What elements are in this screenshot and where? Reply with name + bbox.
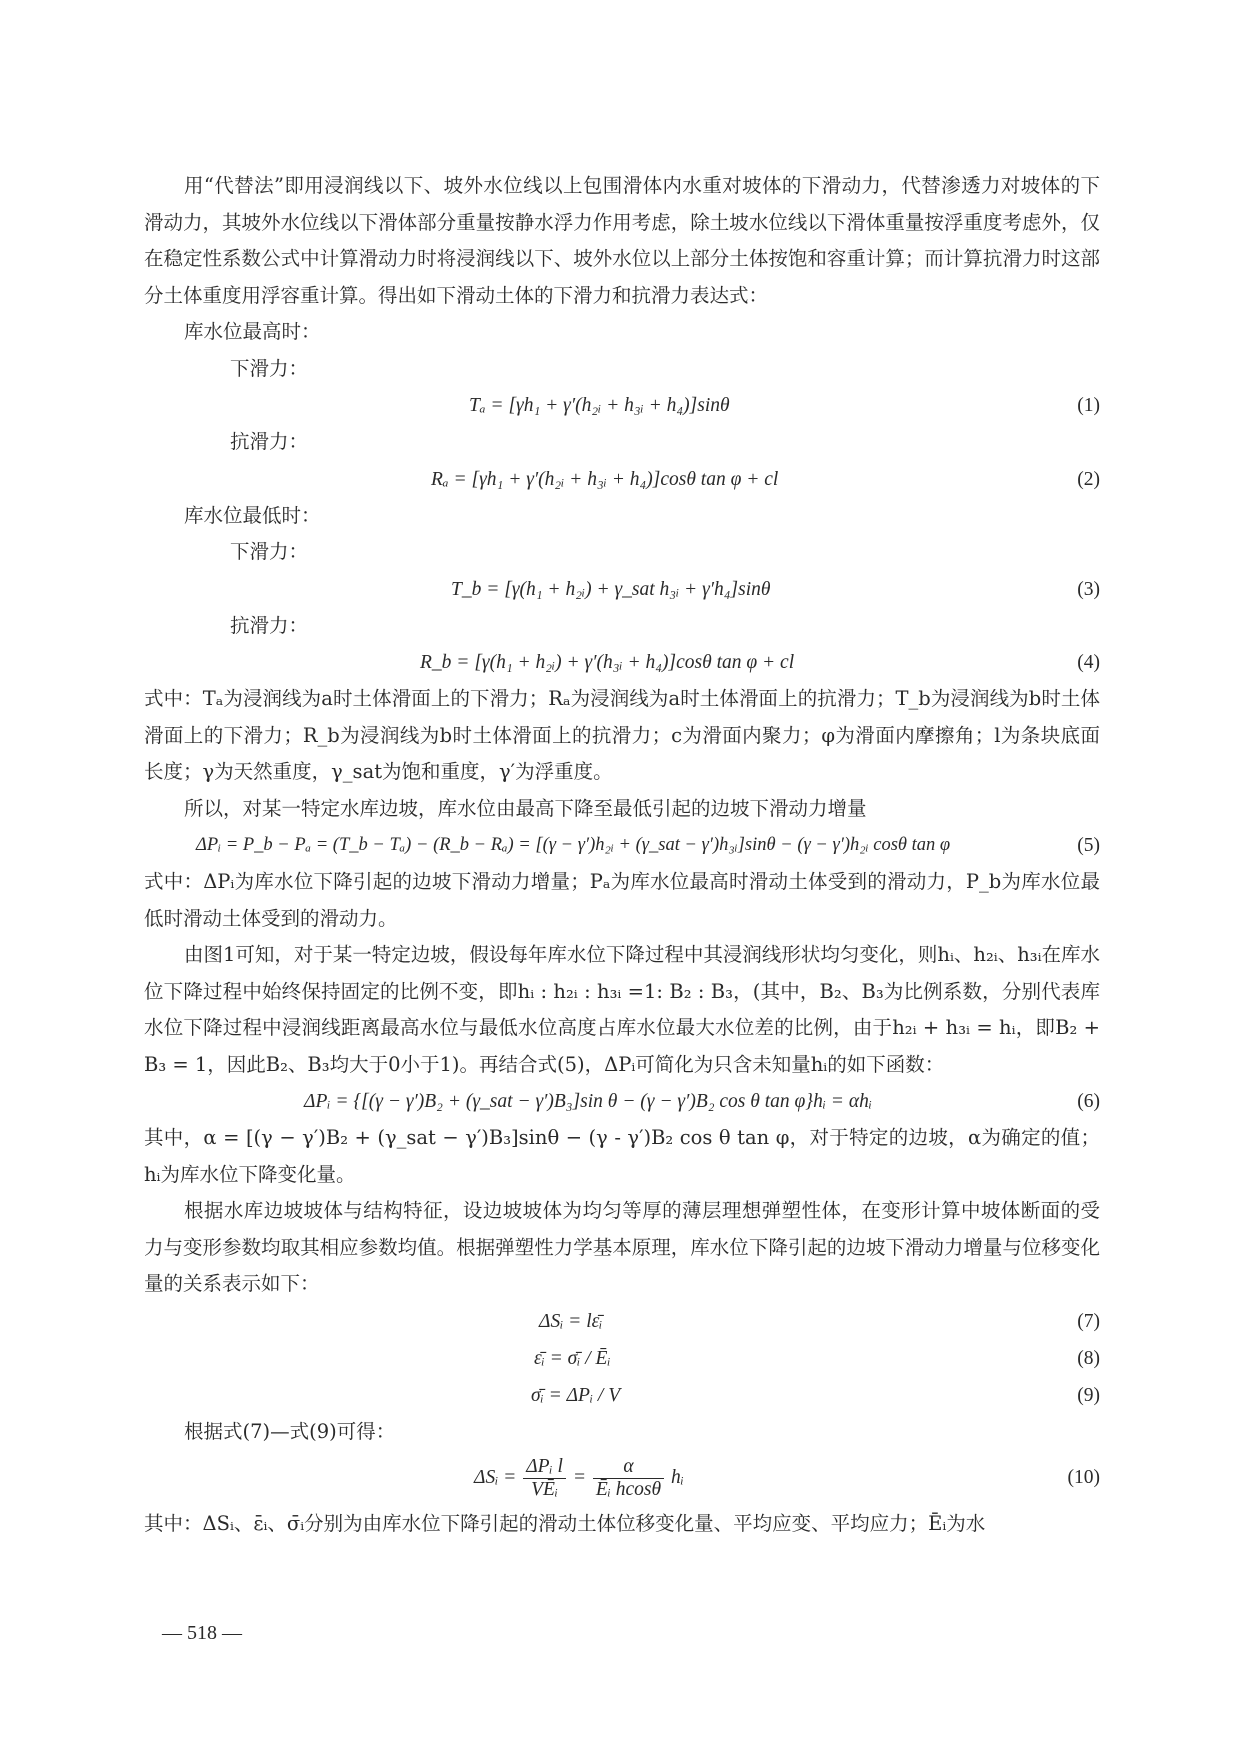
equation-10-fraction-2-numerator: α — [593, 1456, 664, 1479]
equation-3-expr: T_b = [γ(h₁ + h₂ᵢ) + γ_sat h₃ᵢ + γ′h₄]sinθ — [451, 578, 771, 600]
equation-9-expr: σ̄ᵢ = ΔPᵢ / V — [531, 1384, 621, 1406]
paragraph-where-4: 其中：ΔSᵢ、ε̄ᵢ、σ̄ᵢ分别为由库水位下降引起的滑动土体位移变化量、平均应变、平均应力；Ēᵢ为水 — [144, 1512, 986, 1535]
equation-9-number: (9) — [1077, 1384, 1100, 1406]
equation-10-tail: hᵢ — [670, 1467, 684, 1488]
equation-10-fraction-2-denominator: Ēᵢ hcosθ — [595, 1479, 662, 1501]
equation-6-number: (6) — [1077, 1091, 1100, 1112]
equation-4-number: (4) — [1077, 652, 1100, 673]
label-resist-force-high: 抗滑力： — [230, 430, 309, 453]
equation-6 — [144, 1083, 1100, 1120]
equation-3 — [144, 571, 1100, 608]
equation-1-number: (1) — [1077, 395, 1100, 416]
label-slide-force-high: 下滑力： — [230, 356, 309, 380]
equation-2-number: (2) — [1077, 468, 1100, 490]
label-resist-force-low: 抗滑力： — [230, 613, 309, 637]
equation-4 — [144, 644, 1100, 681]
equation-10-lhs: ΔSᵢ = — [474, 1467, 517, 1488]
paragraph-increment: 所以，对某一特定水库边坡，库水位由最高下降至最低引起的边坡下滑动力增量 — [184, 796, 867, 820]
equation-7 — [144, 1303, 1100, 1340]
equation-2 — [144, 461, 1100, 498]
equation-1 — [144, 387, 1100, 424]
equation-10 — [144, 1450, 1100, 1506]
equation-10-fraction-1-denominator: VĒᵢ — [531, 1479, 559, 1501]
page-number: — 518 — — [162, 1622, 242, 1644]
equation-8-expr: ε̄ᵢ = σ̄ᵢ / Ēᵢ — [534, 1347, 611, 1369]
equation-3-number: (3) — [1077, 578, 1100, 600]
equation-2-expr: Rₐ = [γh₁ + γ′(h₂ᵢ + h₃ᵢ + h₄)]cosθ tan φ + cl — [431, 468, 779, 490]
paragraph-elastoplastic: 根据水库边坡坡体与结构特征，设边坡坡体为均匀等厚的薄层理想弹塑性体，在变形计算中坡体断面的受力与变形参数均取其相应参数均值。根据弹塑性力学基本原理，库水位下降引起的边坡下滑动力增量与位移变化量的关系表示如下： — [144, 1199, 1100, 1295]
paragraph-where-1: 式中：Tₐ为浸润线为a时土体滑面上的下滑力；Rₐ为浸润线为a时土体滑面上的抗滑力；T_b为浸润线为b时土体滑面上的下滑力；R_b为浸润线为b时土体滑面上的抗滑力；c为滑面内聚力；φ为滑面内摩擦角；l为条块底面长度；γ为天然重度，γ_sat为饱和重度，γ′为浮重度。 — [144, 687, 1100, 783]
equation-8-number: (8) — [1077, 1347, 1100, 1369]
equation-5-expr: ΔPᵢ = P_b − Pₐ = (T_b − Tₐ) − (R_b − Rₐ) = [(γ − γ′)h₂ᵢ + (γ_sat − γ′)h₃ᵢ]sinθ − (γ − γ′)h₂ᵢ cosθ tan φ — [196, 835, 951, 855]
equation-1-expr: Tₐ = [γh₁ + γ′(h₂ᵢ + h₃ᵢ + h₄)]sinθ — [469, 395, 730, 416]
paragraph-where-2: 式中：ΔPᵢ为库水位下降引起的边坡下滑动力增量；Pₐ为库水位最高时滑动土体受到的滑动力，P_b为库水位最低时滑动土体受到的滑动力。 — [144, 870, 1100, 930]
equation-10-fraction-1 — [523, 1456, 566, 1501]
equation-9 — [144, 1377, 1100, 1414]
equation-4-expr: R_b = [γ(h₁ + h₂ᵢ) + γ′(h₃ᵢ + h₄)]cosθ tan φ + cl — [420, 652, 795, 673]
paragraph-figure-analysis: 由图1可知，对于某一特定边坡，假设每年库水位下降过程中其浸润线形状均匀变化，则hᵢ、h₂ᵢ、h₃ᵢ在库水位下降过程中始终保持固定的比例不变，即hᵢ : h₂ᵢ : h₃ᵢ =1: B₂ : B₃，(其中，B₂、B₃为比例系数，分别代表库水位下降过程中浸润线距离最高水位与最低水位高度占库水位最大水位差的比例，由于h₂ᵢ + h₃ᵢ = hᵢ，即B₂ + B₃ = 1，因此B₂、B₃均大于0小于1)。再结合式(5)，ΔPᵢ可简化为只含未知量hᵢ的如下函数： — [144, 943, 1100, 1076]
paragraph-where-3: 其中，α = [(γ − γ′)B₂ + (γ_sat − γ′)B₃]sinθ − (γ - γ′)B₂ cos θ tan φ，对于特定的边坡，α为确定的值；hᵢ为库水位下降变化量。 — [144, 1126, 1100, 1186]
paragraph-derive: 根据式(7)—式(9)可得： — [184, 1419, 396, 1443]
equation-10-fraction-2 — [593, 1456, 664, 1501]
equation-10-fraction-1-numerator: ΔPᵢ l — [523, 1456, 566, 1479]
page-body — [144, 168, 1100, 1543]
equation-5-number: (5) — [1077, 835, 1100, 856]
equation-10-number: (10) — [1067, 1467, 1100, 1488]
equation-10-equals: = — [572, 1467, 586, 1488]
equation-5 — [144, 827, 1100, 864]
equation-7-expr: ΔSᵢ = lε̄ᵢ — [539, 1310, 603, 1332]
label-slide-force-low: 下滑力： — [230, 540, 309, 563]
heading-high-water: 库水位最高时： — [184, 320, 321, 343]
equation-10-expr — [474, 1450, 684, 1506]
paragraph-intro: 用“代替法”即用浸润线以下、坡外水位线以上包围滑体内水重对坡体的下滑动力，代替渗透力对坡体的下滑动力，其坡外水位线以下滑体部分重量按静水浮力作用考虑，除土坡水位线以下滑体重量按浮重度考虑外，仅在稳定性系数公式中计算滑动力时将浸润线以下、坡外水位以上部分土体按饱和容重计算；而计算抗滑力时这部分土体重度用浮容重计算。得出如下滑动土体的下滑力和抗滑力表达式： — [144, 174, 1100, 307]
equation-7-number: (7) — [1077, 1310, 1100, 1332]
equation-8 — [144, 1340, 1100, 1377]
equation-6-expr: ΔPᵢ = {[(γ − γ′)B₂ + (γ_sat − γ′)B₃]sin θ − (γ − γ′)B₂ cos θ tan φ}hᵢ = αhᵢ — [304, 1091, 872, 1112]
heading-low-water: 库水位最低时： — [184, 503, 321, 527]
